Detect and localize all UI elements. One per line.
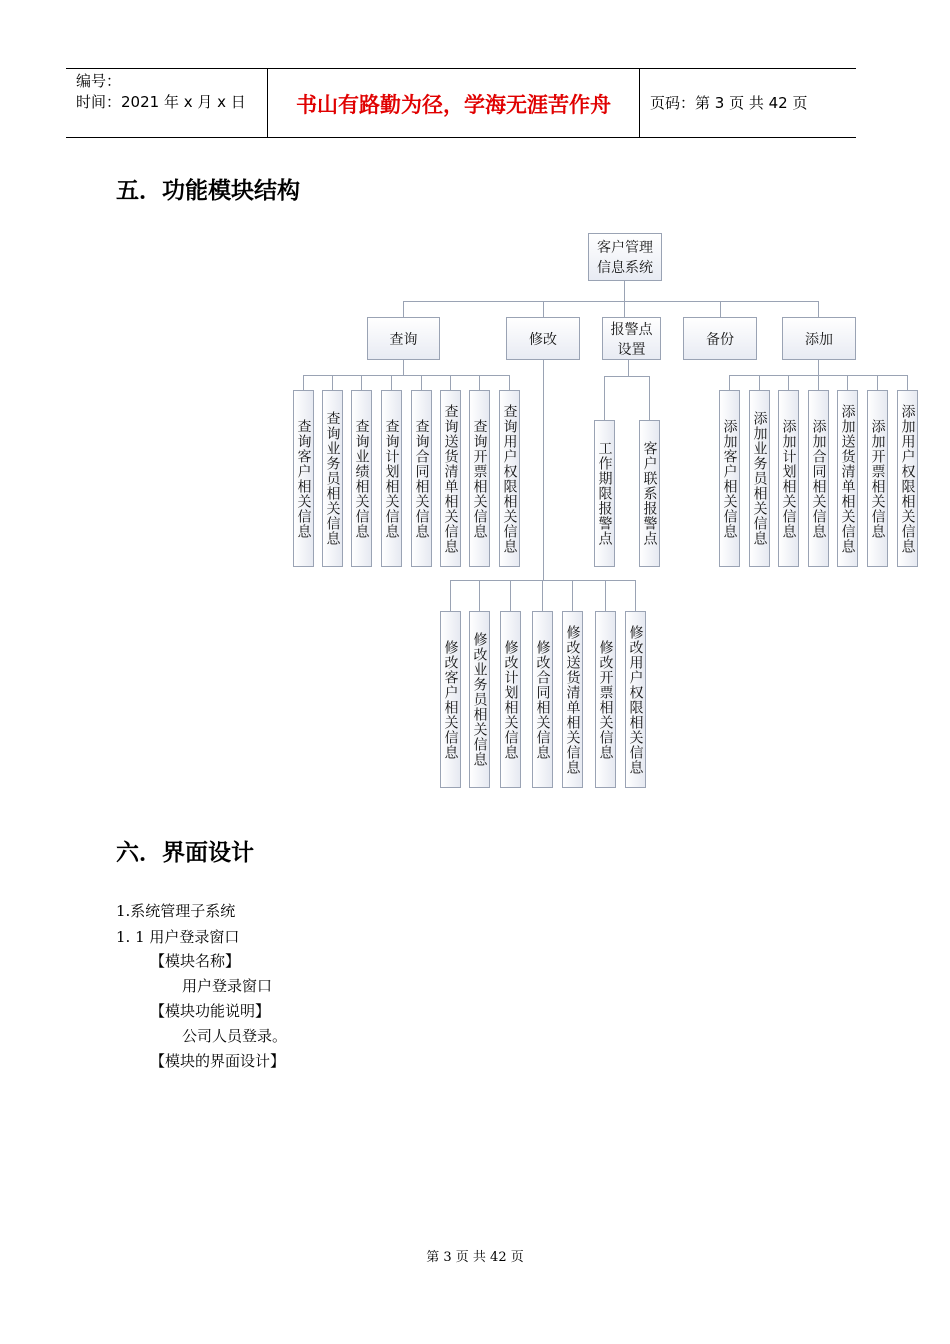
modify-child-node: 修改送货清单相关信息 — [562, 611, 583, 788]
add-child-node: 添加用户权限相关信息 — [897, 390, 918, 567]
subsystem-heading: 1.系统管理子系统 — [116, 902, 236, 920]
node-modify: 修改 — [506, 317, 580, 360]
query-child-node: 查询开票相关信息 — [469, 390, 490, 567]
query-child-node: 查询计划相关信息 — [381, 390, 402, 567]
node-query: 查询 — [367, 317, 440, 360]
node-backup: 备份 — [683, 317, 757, 360]
add-child-node: 添加开票相关信息 — [867, 390, 888, 567]
connector-line — [479, 580, 480, 611]
connector-line — [543, 301, 544, 317]
alarm-child-node: 工作期限报警点 — [594, 420, 615, 567]
connector-line — [788, 375, 789, 390]
root-node: 客户管理 信息系统 — [588, 233, 662, 281]
module-name-label: 【模块名称】 — [150, 952, 241, 970]
query-child-node: 查询业务员相关信息 — [322, 390, 343, 567]
modify-child-node: 修改开票相关信息 — [595, 611, 616, 788]
connector-line — [332, 375, 333, 390]
page-footer: 第 3 页 共 42 页 — [426, 1250, 524, 1265]
connector-line — [604, 376, 605, 420]
connector-line — [877, 375, 878, 390]
module-name-value: 用户登录窗口 — [182, 977, 273, 995]
section-title-5: 五．功能模块结构 — [116, 178, 300, 204]
alarm-child-node: 客户联系报警点 — [639, 420, 660, 567]
connector-line — [391, 375, 392, 390]
modify-child-node: 修改客户相关信息 — [440, 611, 461, 788]
query-child-node: 查询送货清单相关信息 — [440, 390, 461, 567]
add-child-node: 添加业务员相关信息 — [749, 390, 770, 567]
query-child-node: 查询合同相关信息 — [411, 390, 432, 567]
connector-line — [605, 580, 606, 611]
connector-line — [542, 580, 543, 611]
connector-line — [759, 375, 760, 390]
module-ui-label: 【模块的界面设计】 — [150, 1052, 286, 1070]
connector-line — [361, 375, 362, 390]
query-child-node: 查询客户相关信息 — [293, 390, 314, 567]
connector-line — [720, 301, 721, 317]
connector-line — [450, 375, 451, 390]
motto: 书山有路勤为径，学海无涯苦作舟 — [296, 92, 611, 117]
connector-line — [572, 580, 573, 611]
header-left — [76, 71, 246, 113]
connector-line — [635, 580, 636, 611]
modify-child-node: 修改业务员相关信息 — [469, 611, 490, 788]
header-divider — [639, 69, 640, 137]
node-add: 添加 — [782, 317, 856, 360]
modify-child-node: 修改计划相关信息 — [500, 611, 521, 788]
add-child-node: 添加合同相关信息 — [808, 390, 829, 567]
query-child-node: 查询用户权限相关信息 — [499, 390, 520, 567]
connector-line — [403, 360, 404, 375]
connector-line — [510, 580, 511, 611]
connector-line — [421, 375, 422, 390]
time-label: 时间：2021 年 x 月 x 日 — [76, 93, 246, 111]
page-header — [66, 68, 856, 138]
connector-line — [604, 376, 650, 377]
connector-line — [543, 360, 544, 580]
modify-child-node: 修改合同相关信息 — [532, 611, 553, 788]
connector-line — [403, 301, 818, 302]
connector-line — [818, 360, 819, 375]
connector-line — [509, 375, 510, 390]
modify-child-node: 修改用户权限相关信息 — [625, 611, 646, 788]
connector-line — [450, 580, 451, 611]
connector-line — [847, 375, 848, 390]
connector-line — [403, 301, 404, 317]
connector-line — [624, 301, 625, 317]
module-function-value: 公司人员登录。 — [182, 1027, 288, 1045]
connector-line — [303, 375, 304, 390]
connector-line — [628, 360, 629, 376]
serial-label: 编号： — [76, 72, 122, 90]
connector-line — [624, 281, 625, 301]
node-alarm: 报警点 设置 — [602, 317, 661, 360]
connector-line — [818, 301, 819, 317]
connector-line — [649, 376, 650, 420]
section-title-6: 六．界面设计 — [116, 840, 254, 866]
header-page-label: 页码：第 3 页 共 42 页 — [650, 94, 808, 112]
add-child-node: 添加送货清单相关信息 — [837, 390, 858, 567]
module-function-label: 【模块功能说明】 — [150, 1002, 271, 1020]
add-child-node: 添加计划相关信息 — [778, 390, 799, 567]
connector-line — [729, 375, 730, 390]
add-child-node: 添加客户相关信息 — [719, 390, 740, 567]
connector-line — [479, 375, 480, 390]
query-child-node: 查询业绩相关信息 — [351, 390, 372, 567]
window-heading: 1. 1 用户登录窗口 — [116, 928, 240, 946]
connector-line — [818, 375, 819, 390]
connector-line — [907, 375, 908, 390]
